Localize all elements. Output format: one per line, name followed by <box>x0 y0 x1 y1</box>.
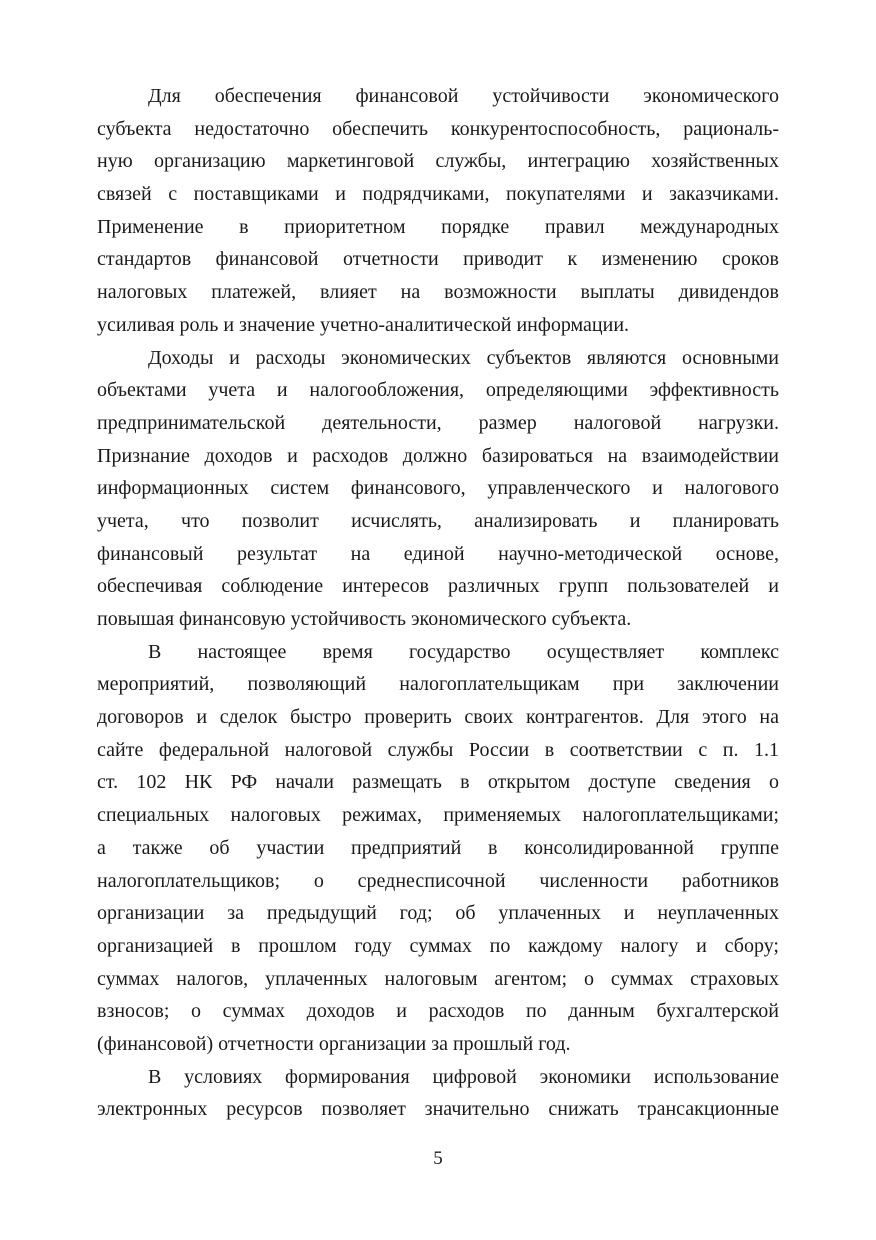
paragraph-4 <box>97 1061 779 1126</box>
text-line: организацией в прошлом году суммах по каждому налогу и сбору; <box>97 934 779 957</box>
paragraph-2 <box>97 342 779 636</box>
text-line: специальных налоговых режимах, применяемых налогоплательщиками; <box>97 804 779 827</box>
text-line: финансовый результат на единой научно-методической основе, <box>97 542 779 565</box>
text-line: ную организацию маркетинговой службы, интеграцию хозяйственных <box>97 150 779 173</box>
text-line: В настоящее время государство осуществляет комплекс <box>148 640 779 663</box>
text-line: усиливая роль и значение учетно-аналитической информации. <box>97 313 630 336</box>
text-line: субъекта недостаточно обеспечить конкурентоспособность, рациональ- <box>97 117 779 140</box>
text-line: Применение в приоритетном порядке правил международных <box>97 215 779 238</box>
text-line: Для обеспечения финансовой устойчивости экономического <box>148 85 779 107</box>
text-line: а также об участии предприятий в консолидированной группе <box>97 836 779 859</box>
text-line: стандартов финансовой отчетности приводит к изменению сроков <box>97 248 779 271</box>
text-line: налогоплательщиков; о среднесписочной численности работников <box>97 869 779 892</box>
text-line: ст. 102 НК РФ начали размещать в открытом доступе сведения о <box>97 771 779 794</box>
text-line: связей с поставщиками и подрядчиками, покупателями и заказчиками. <box>97 183 779 206</box>
text-line: мероприятий, позволяющий налогоплательщикам при заключении <box>97 673 779 696</box>
text-line: предпринимательской деятельности, размер налоговой нагрузки. <box>97 411 779 434</box>
text-line: взносов; о суммах доходов и расходов по данным бухгалтерской <box>97 1000 779 1023</box>
text-line: электронных ресурсов позволяет значительно снижать трансакционные <box>97 1098 779 1121</box>
text-line: сайте федеральной налоговой службы России в соответствии с п. 1.1 <box>97 738 779 761</box>
text-line: информационных систем финансового, управленческого и налогового <box>97 477 779 500</box>
paragraph-1 <box>97 80 779 342</box>
text-line: суммах налогов, уплаченных налоговым агентом; о суммах страховых <box>97 967 779 990</box>
text-line: повышая финансовую устойчивость экономического субъекта. <box>97 608 632 630</box>
text-line: (финансовой) отчетности организации за прошлый год. <box>97 1032 571 1055</box>
text-line: Доходы и расходы экономических субъектов являются основными <box>148 346 779 369</box>
body-text <box>97 80 779 1126</box>
text-line: налоговых платежей, влияет на возможности выплаты дивидендов <box>97 281 779 304</box>
text-line: учета, что позволит исчислять, анализировать и планировать <box>97 509 779 532</box>
text-line: объектами учета и налогообложения, определяющими эффективность <box>97 379 779 402</box>
text-line: организации за предыдущий год; об уплаченных и неуплаченных <box>97 902 779 925</box>
page-number: 5 <box>433 1148 443 1169</box>
text-line: обеспечивая соблюдение интересов различных групп пользователей и <box>97 575 779 598</box>
text-line: В условиях формирования цифровой экономики использование <box>148 1065 779 1088</box>
text-line: Признание доходов и расходов должно базироваться на взаимодействии <box>97 444 779 467</box>
text-line: договоров и сделок быстро проверить своих контрагентов. Для этого на <box>97 706 779 729</box>
paragraph-3 <box>97 636 779 1061</box>
